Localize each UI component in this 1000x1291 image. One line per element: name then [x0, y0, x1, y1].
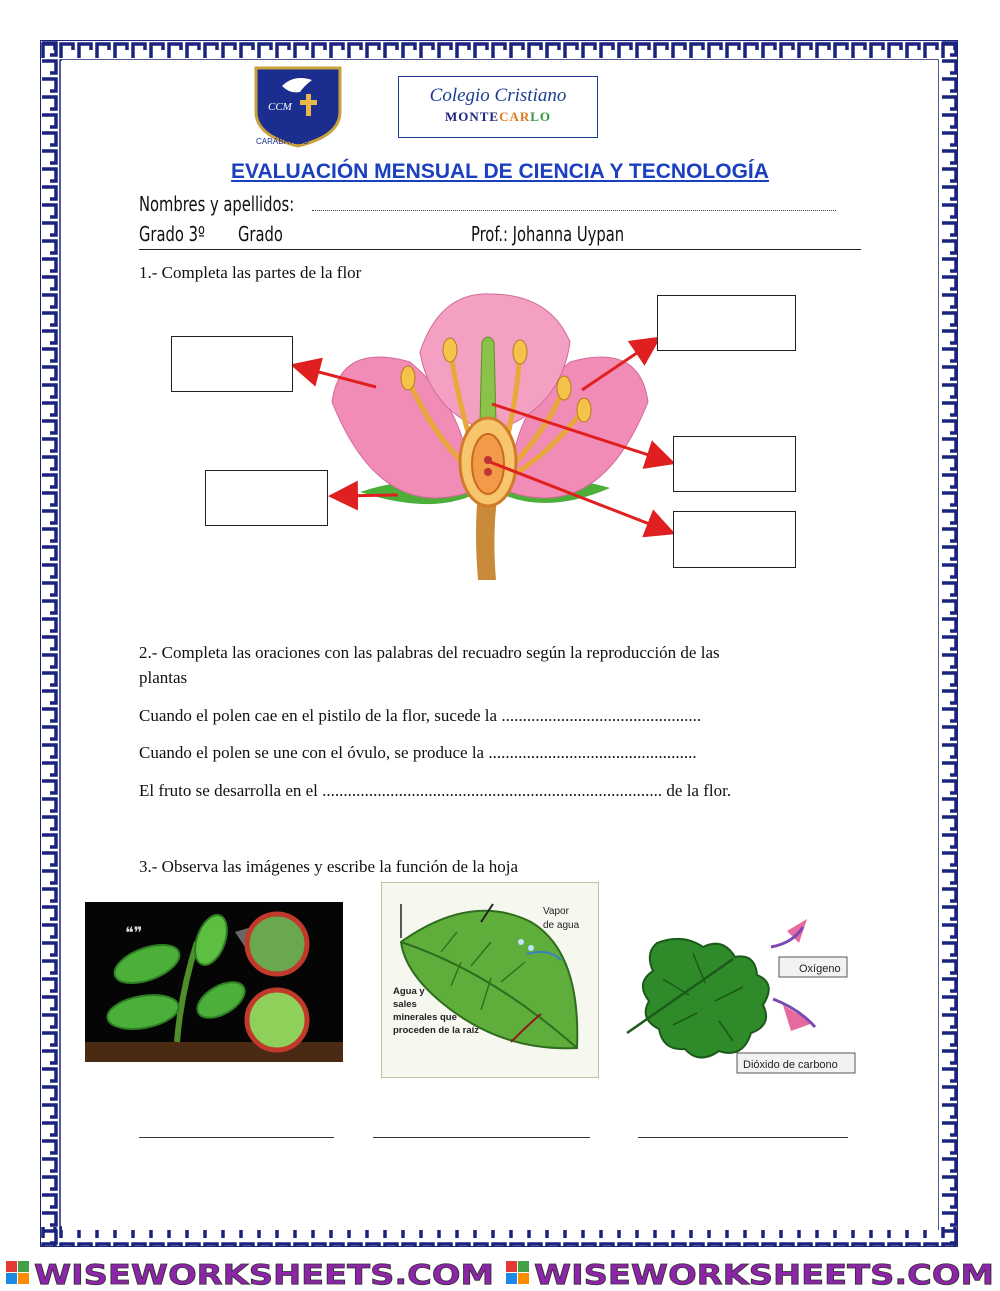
- flower-answer-box-pistil[interactable]: [673, 436, 796, 492]
- answer-line-1[interactable]: [139, 1137, 334, 1138]
- question-2-text-line-2: plantas: [139, 668, 188, 687]
- leaf-transpiration-image: [381, 882, 599, 1078]
- name-label: Nombres y apellidos:: [139, 192, 295, 216]
- grade-word: Grado: [238, 222, 283, 246]
- college-name: Colegio Cristiano: [429, 85, 567, 106]
- flower-answer-box-stamen[interactable]: [657, 295, 796, 351]
- footer-watermark: [0, 1255, 1000, 1291]
- answer-line-2[interactable]: [373, 1137, 590, 1138]
- label-dioxido: Dióxido de carbono: [743, 1059, 838, 1071]
- question-2-text-line-1: 2.- Completa las oraciones con las palabras del recuadro según la reproducción de las: [139, 643, 720, 662]
- question-1-text: 1.- Completa las partes de la flor: [139, 263, 362, 282]
- plant-zoom-image: [85, 902, 343, 1062]
- answer-line-3[interactable]: [638, 1137, 848, 1138]
- flower-answer-box-petal[interactable]: [171, 336, 293, 392]
- teacher-name: Prof.: Johanna Uypan: [471, 222, 625, 246]
- logo-letters: CCM: [268, 101, 292, 113]
- label-agua-4: proceden de la raíz: [393, 1025, 480, 1036]
- question-3-text: 3.- Observa las imágenes y escribe la función de la hoja: [139, 857, 519, 876]
- flower-answer-box-ovary[interactable]: [673, 511, 796, 568]
- grade-label: Grado 3º: [139, 222, 205, 246]
- wise-badge-2: [506, 1261, 529, 1284]
- college-sub-part-3: LO: [530, 109, 552, 124]
- college-sub-part-1: MONTE: [444, 109, 500, 124]
- leaf-gas-exchange-image: [623, 913, 859, 1078]
- college-sub-part-2: CAR: [499, 109, 531, 124]
- wise-badge-1: [6, 1261, 29, 1284]
- sentence-1[interactable]: Cuando el polen cae en el pistilo de la flor, sucede la ...............................................: [139, 706, 702, 725]
- sentence-3[interactable]: El fruto se desarrolla en el ................................................................................ de la flor.: [139, 781, 732, 800]
- footer-brand-1: WISEWORKSHEETS.COM: [34, 1258, 495, 1291]
- label-agua-3: minerales que: [393, 1012, 457, 1023]
- label-vapor-line-2: de agua: [543, 920, 580, 931]
- logo-ring-text: CARABAYLLO: [256, 137, 309, 146]
- flower-answer-box-sepal[interactable]: [205, 470, 328, 526]
- label-oxigeno: Oxígeno: [799, 963, 841, 975]
- label-vapor-line-1: Vapor: [543, 906, 569, 917]
- label-agua-1: Agua y: [393, 986, 425, 997]
- footer-brand-2: WISEWORKSHEETS.COM: [534, 1258, 994, 1291]
- sentence-2[interactable]: Cuando el polen se une con el óvulo, se produce la .................................................: [139, 743, 697, 762]
- label-agua-2: sales: [393, 999, 417, 1010]
- svg-text:❝❞: ❝❞: [125, 923, 143, 942]
- page-title: EVALUACIÓN MENSUAL DE CIENCIA Y TECNOLOGÍA: [231, 160, 769, 183]
